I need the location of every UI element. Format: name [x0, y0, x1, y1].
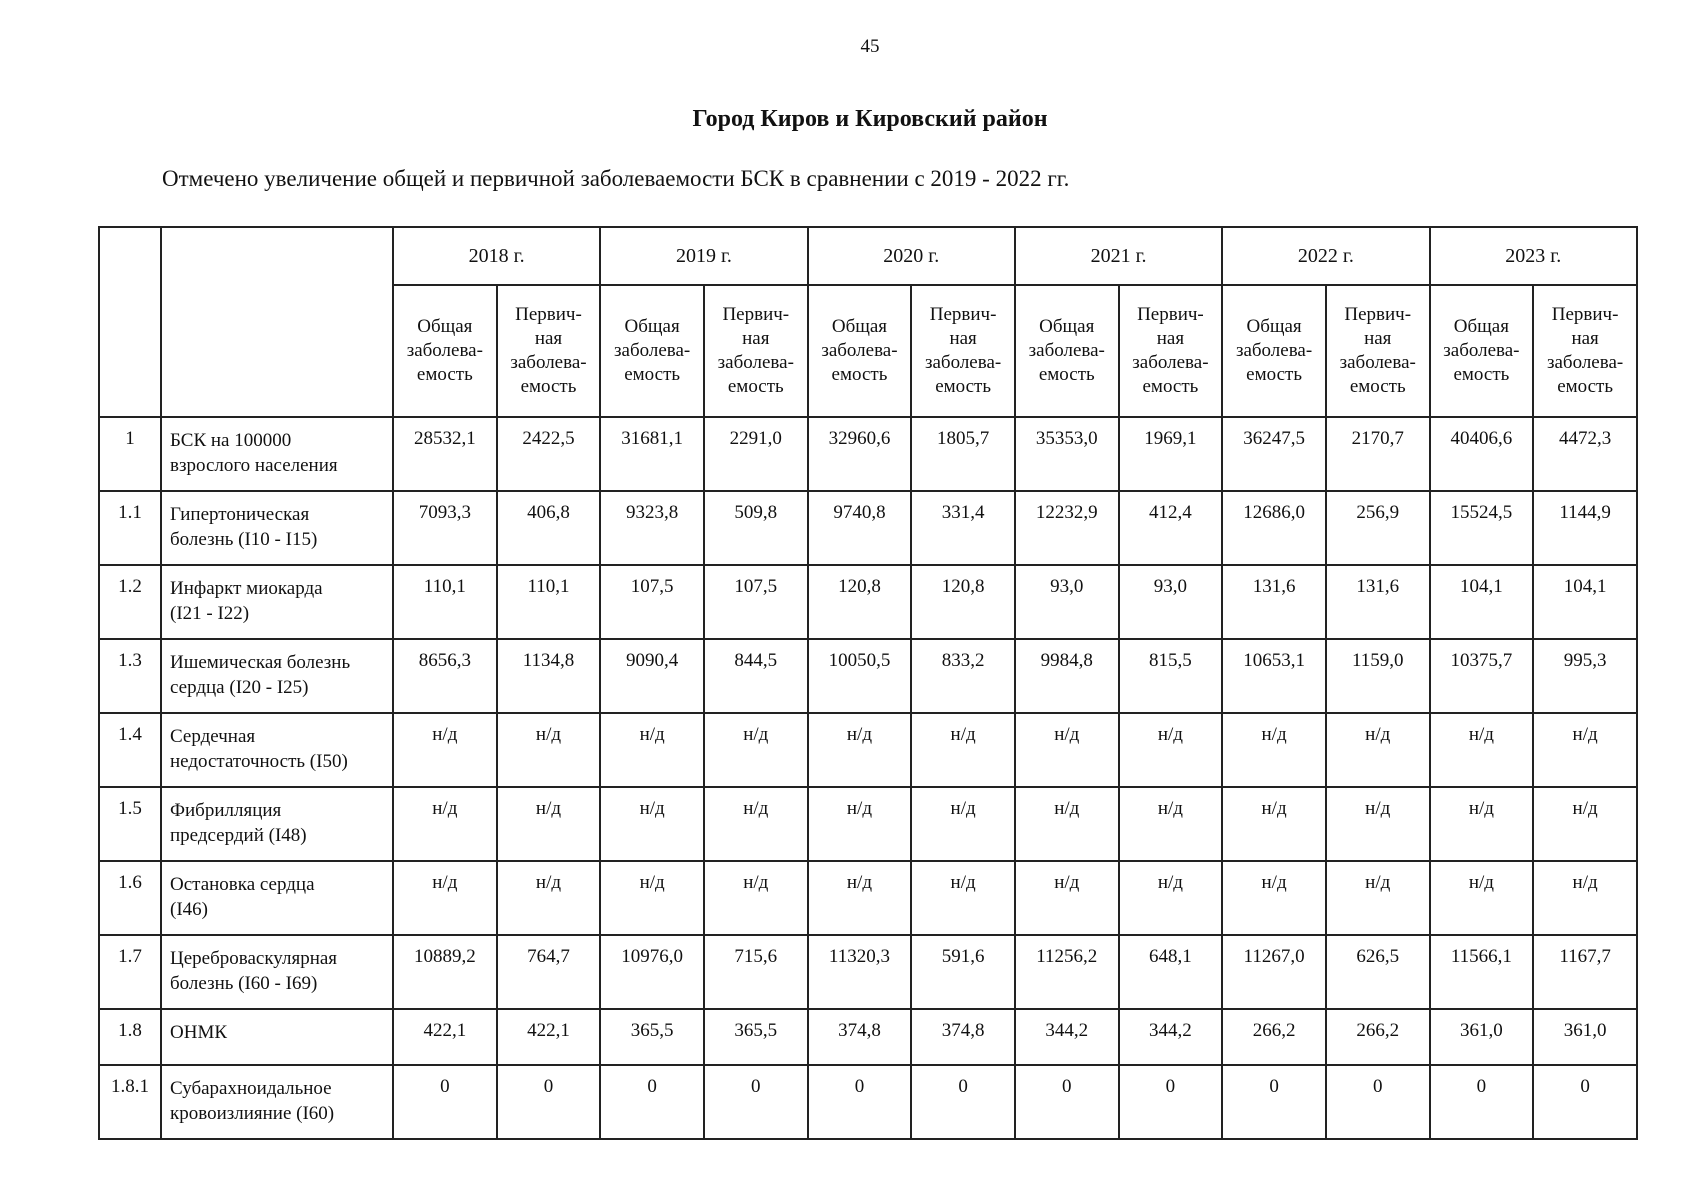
year-header-row	[99, 227, 1637, 285]
header-line: заболева-	[1546, 352, 1624, 373]
table-row	[99, 565, 1637, 639]
row-number: 1.7	[99, 935, 161, 1009]
value-cell: 0	[1533, 1065, 1637, 1139]
value-cell: н/д	[704, 713, 808, 787]
value-cell: 331,4	[911, 491, 1015, 565]
row-name-line: сердца (I20 - I25)	[170, 677, 309, 698]
header-line: Первич-	[1344, 304, 1412, 325]
row-name-line: Остановка сердца	[170, 874, 315, 895]
value-cell: 120,8	[808, 565, 912, 639]
header-line: заболева-	[821, 340, 898, 361]
table-row	[99, 787, 1637, 861]
primary-morbidity-header	[911, 285, 1015, 417]
value-cell: 1134,8	[497, 639, 601, 713]
row-number: 1.8	[99, 1009, 161, 1065]
value-cell: 0	[1119, 1065, 1223, 1139]
value-cell: 110,1	[393, 565, 497, 639]
header-line: емость	[1246, 364, 1302, 385]
value-cell: 9323,8	[600, 491, 704, 565]
header-line: заболева-	[717, 352, 794, 373]
year-header: 2019 г.	[600, 227, 807, 285]
value-cell: 422,1	[497, 1009, 601, 1065]
value-cell: н/д	[704, 787, 808, 861]
year-header: 2022 г.	[1222, 227, 1429, 285]
value-cell: 2422,5	[497, 417, 601, 491]
value-cell: н/д	[911, 861, 1015, 935]
general-morbidity-header	[1430, 285, 1534, 417]
table-row	[99, 417, 1637, 491]
header-line: Общая	[831, 316, 888, 337]
value-cell: 412,4	[1119, 491, 1223, 565]
value-cell: н/д	[1326, 861, 1430, 935]
value-cell: 715,6	[704, 935, 808, 1009]
row-name-line: Ишемическая болезнь	[170, 652, 351, 673]
row-name	[161, 639, 393, 713]
table-row	[99, 639, 1637, 713]
primary-morbidity-header	[497, 285, 601, 417]
row-name-line: (I46)	[170, 899, 208, 920]
value-cell: 28532,1	[393, 417, 497, 491]
row-name-line: взрослого населения	[170, 455, 338, 476]
value-cell: 12686,0	[1222, 491, 1326, 565]
value-cell: н/д	[1533, 713, 1637, 787]
table-row	[99, 1009, 1637, 1065]
primary-morbidity-header	[1326, 285, 1430, 417]
value-cell: 833,2	[911, 639, 1015, 713]
row-name-line: Фибрилляция	[170, 800, 282, 821]
value-cell: 648,1	[1119, 935, 1223, 1009]
row-name	[161, 787, 393, 861]
header-line: Общая	[1246, 316, 1302, 337]
row-number: 1.1	[99, 491, 161, 565]
value-cell: 9984,8	[1015, 639, 1119, 713]
header-line: Первич-	[515, 304, 582, 325]
table-row	[99, 1065, 1637, 1139]
value-cell: 361,0	[1430, 1009, 1534, 1065]
value-cell: 93,0	[1015, 565, 1119, 639]
value-cell: 11267,0	[1222, 935, 1326, 1009]
header-line: емость	[1038, 364, 1095, 385]
value-cell: 344,2	[1119, 1009, 1223, 1065]
value-cell: 1805,7	[911, 417, 1015, 491]
row-name-line: болезнь (I60 - I69)	[170, 973, 318, 994]
table-row	[99, 861, 1637, 935]
value-cell: 0	[1222, 1065, 1326, 1139]
row-name	[161, 491, 393, 565]
header-line: емость	[624, 364, 681, 385]
header-line: Общая	[1453, 316, 1509, 337]
value-cell: 10653,1	[1222, 639, 1326, 713]
header-line: заболева-	[1235, 340, 1313, 361]
row-name-line: БСК на 100000	[170, 430, 292, 451]
general-morbidity-header	[600, 285, 704, 417]
value-cell: н/д	[1430, 787, 1534, 861]
value-cell: 107,5	[704, 565, 808, 639]
header-name-empty	[161, 227, 393, 417]
value-cell: 626,5	[1326, 935, 1430, 1009]
header-line: заболева-	[1132, 352, 1209, 373]
table-row	[99, 491, 1637, 565]
value-cell: н/д	[1015, 787, 1119, 861]
value-cell: 107,5	[600, 565, 704, 639]
row-name-line: Сердечная	[170, 726, 256, 747]
row-name-line: предсердий (I48)	[170, 825, 307, 846]
value-cell: 509,8	[704, 491, 808, 565]
page-number: 45	[860, 36, 880, 57]
value-cell: 1167,7	[1533, 935, 1637, 1009]
value-cell: 131,6	[1326, 565, 1430, 639]
row-name-line: ОНМК	[170, 1022, 228, 1043]
value-cell: 4472,3	[1533, 417, 1637, 491]
value-cell: н/д	[704, 861, 808, 935]
header-line: ная	[949, 328, 977, 349]
row-name	[161, 417, 393, 491]
header-line: Первич-	[722, 304, 790, 325]
primary-morbidity-header	[1533, 285, 1637, 417]
row-number: 1.2	[99, 565, 161, 639]
value-cell: н/д	[1430, 713, 1534, 787]
row-number: 1.5	[99, 787, 161, 861]
general-morbidity-header	[1015, 285, 1119, 417]
value-cell: 104,1	[1430, 565, 1534, 639]
header-line: Общая	[417, 316, 473, 337]
header-line: заболева-	[1028, 340, 1105, 361]
general-morbidity-header	[1222, 285, 1326, 417]
value-cell: 591,6	[911, 935, 1015, 1009]
value-cell: н/д	[600, 861, 704, 935]
header-line: заболева-	[614, 340, 691, 361]
value-cell: н/д	[1222, 861, 1326, 935]
value-cell: н/д	[911, 713, 1015, 787]
value-cell: 1144,9	[1533, 491, 1637, 565]
header-line: заболева-	[1443, 340, 1520, 361]
row-number: 1	[99, 417, 161, 491]
value-cell: 15524,5	[1430, 491, 1534, 565]
header-line: Общая	[1039, 316, 1095, 337]
value-cell: 361,0	[1533, 1009, 1637, 1065]
value-cell: н/д	[393, 861, 497, 935]
morbidity-table	[98, 226, 1638, 1140]
value-cell: 406,8	[497, 491, 601, 565]
row-name-line: (I21 - I22)	[170, 603, 250, 624]
value-cell: 0	[1015, 1065, 1119, 1139]
value-cell: н/д	[1430, 861, 1534, 935]
header-line: Первич-	[1551, 304, 1619, 325]
value-cell: 11566,1	[1430, 935, 1534, 1009]
header-line: емость	[935, 376, 992, 397]
value-cell: н/д	[497, 787, 601, 861]
document-title: Город Киров и Кировский район	[692, 106, 1048, 132]
row-number: 1.3	[99, 639, 161, 713]
value-cell: н/д	[1533, 861, 1637, 935]
value-cell: 374,8	[808, 1009, 912, 1065]
value-cell: 11320,3	[808, 935, 912, 1009]
table-row	[99, 713, 1637, 787]
row-name-line: Инфаркт миокарда	[170, 578, 323, 599]
value-cell: 0	[1326, 1065, 1430, 1139]
header-line: заболева-	[406, 340, 483, 361]
header-line: Первич-	[1137, 304, 1204, 325]
value-cell: н/д	[393, 787, 497, 861]
value-cell: н/д	[1326, 713, 1430, 787]
value-cell: 8656,3	[393, 639, 497, 713]
value-cell: 365,5	[600, 1009, 704, 1065]
header-line: ная	[1156, 328, 1185, 349]
value-cell: 1159,0	[1326, 639, 1430, 713]
header-line: ная	[1571, 328, 1599, 349]
row-number: 1.4	[99, 713, 161, 787]
primary-morbidity-header	[704, 285, 808, 417]
header-line: емость	[1142, 376, 1199, 397]
header-line: заболева-	[924, 352, 1002, 373]
value-cell: 422,1	[393, 1009, 497, 1065]
header-line: заболева-	[510, 352, 587, 373]
value-cell: 93,0	[1119, 565, 1223, 639]
value-cell: 32960,6	[808, 417, 912, 491]
general-morbidity-header	[808, 285, 912, 417]
value-cell: 2291,0	[704, 417, 808, 491]
value-cell: 120,8	[911, 565, 1015, 639]
row-name-line: болезнь (I10 - I15)	[170, 529, 318, 550]
value-cell: 266,2	[1326, 1009, 1430, 1065]
value-cell: н/д	[600, 713, 704, 787]
value-cell: н/д	[1222, 787, 1326, 861]
row-name	[161, 861, 393, 935]
value-cell: 995,3	[1533, 639, 1637, 713]
table-row	[99, 935, 1637, 1009]
value-cell: 35353,0	[1015, 417, 1119, 491]
value-cell: 344,2	[1015, 1009, 1119, 1065]
row-name-line: Гипертоническая	[170, 504, 310, 525]
value-cell: н/д	[1015, 861, 1119, 935]
value-cell: 40406,6	[1430, 417, 1534, 491]
table-body	[99, 417, 1637, 1139]
row-name	[161, 713, 393, 787]
row-name-line: Субарахноидальное	[170, 1078, 332, 1099]
year-header: 2018 г.	[393, 227, 600, 285]
row-name-line: Цереброваскулярная	[170, 948, 338, 969]
value-cell: н/д	[1119, 787, 1223, 861]
value-cell: н/д	[1533, 787, 1637, 861]
row-name	[161, 1065, 393, 1139]
value-cell: 764,7	[497, 935, 601, 1009]
value-cell: 266,2	[1222, 1009, 1326, 1065]
value-cell: 1969,1	[1119, 417, 1223, 491]
intro-text: Отмечено увеличение общей и первичной заболеваемости БСК в сравнении с 2019 - 2022 гг.	[162, 166, 1070, 191]
value-cell: 10375,7	[1430, 639, 1534, 713]
value-cell: 0	[808, 1065, 912, 1139]
value-cell: 110,1	[497, 565, 601, 639]
value-cell: 2170,7	[1326, 417, 1430, 491]
value-cell: н/д	[1119, 861, 1223, 935]
header-line: емость	[416, 364, 473, 385]
header-line: ная	[1364, 328, 1392, 349]
value-cell: 104,1	[1533, 565, 1637, 639]
header-line: емость	[727, 376, 784, 397]
primary-morbidity-header	[1119, 285, 1223, 417]
value-cell: 12232,9	[1015, 491, 1119, 565]
value-cell: 0	[911, 1065, 1015, 1139]
header-line: ная	[742, 328, 770, 349]
value-cell: 0	[600, 1065, 704, 1139]
value-cell: н/д	[911, 787, 1015, 861]
value-cell: н/д	[1326, 787, 1430, 861]
year-header: 2023 г.	[1430, 227, 1637, 285]
value-cell: н/д	[1015, 713, 1119, 787]
value-cell: н/д	[808, 713, 912, 787]
value-cell: 256,9	[1326, 491, 1430, 565]
row-name-line: кровоизлияние (I60)	[170, 1103, 335, 1124]
value-cell: 10889,2	[393, 935, 497, 1009]
header-line: емость	[520, 376, 577, 397]
value-cell: н/д	[1222, 713, 1326, 787]
value-cell: 31681,1	[600, 417, 704, 491]
row-name-line: недостаточность (I50)	[170, 751, 348, 772]
header-line: заболева-	[1339, 352, 1416, 373]
value-cell: 9740,8	[808, 491, 912, 565]
value-cell: н/д	[497, 861, 601, 935]
row-name	[161, 935, 393, 1009]
value-cell: н/д	[600, 787, 704, 861]
value-cell: 7093,3	[393, 491, 497, 565]
row-number: 1.8.1	[99, 1065, 161, 1139]
value-cell: 374,8	[911, 1009, 1015, 1065]
value-cell: 0	[1430, 1065, 1534, 1139]
value-cell: 10050,5	[808, 639, 912, 713]
value-cell: 815,5	[1119, 639, 1223, 713]
header-line: емость	[831, 364, 888, 385]
general-morbidity-header	[393, 285, 497, 417]
header-line: Первич-	[929, 304, 997, 325]
value-cell: 131,6	[1222, 565, 1326, 639]
header-line: емость	[1349, 376, 1406, 397]
value-cell: 36247,5	[1222, 417, 1326, 491]
header-num-empty	[99, 227, 161, 417]
value-cell: 10976,0	[600, 935, 704, 1009]
value-cell: 9090,4	[600, 639, 704, 713]
row-number: 1.6	[99, 861, 161, 935]
value-cell: 11256,2	[1015, 935, 1119, 1009]
value-cell: н/д	[808, 787, 912, 861]
year-header: 2021 г.	[1015, 227, 1222, 285]
value-cell: н/д	[1119, 713, 1223, 787]
value-cell: н/д	[393, 713, 497, 787]
header-line: Общая	[624, 316, 680, 337]
header-line: емость	[1557, 376, 1614, 397]
value-cell: 0	[704, 1065, 808, 1139]
value-cell: 365,5	[704, 1009, 808, 1065]
header-line: емость	[1453, 364, 1510, 385]
value-cell: н/д	[808, 861, 912, 935]
value-cell: 844,5	[704, 639, 808, 713]
value-cell: 0	[393, 1065, 497, 1139]
header-line: ная	[534, 328, 563, 349]
row-name	[161, 565, 393, 639]
year-header: 2020 г.	[808, 227, 1015, 285]
row-name	[161, 1009, 393, 1065]
value-cell: н/д	[497, 713, 601, 787]
value-cell: 0	[497, 1065, 601, 1139]
